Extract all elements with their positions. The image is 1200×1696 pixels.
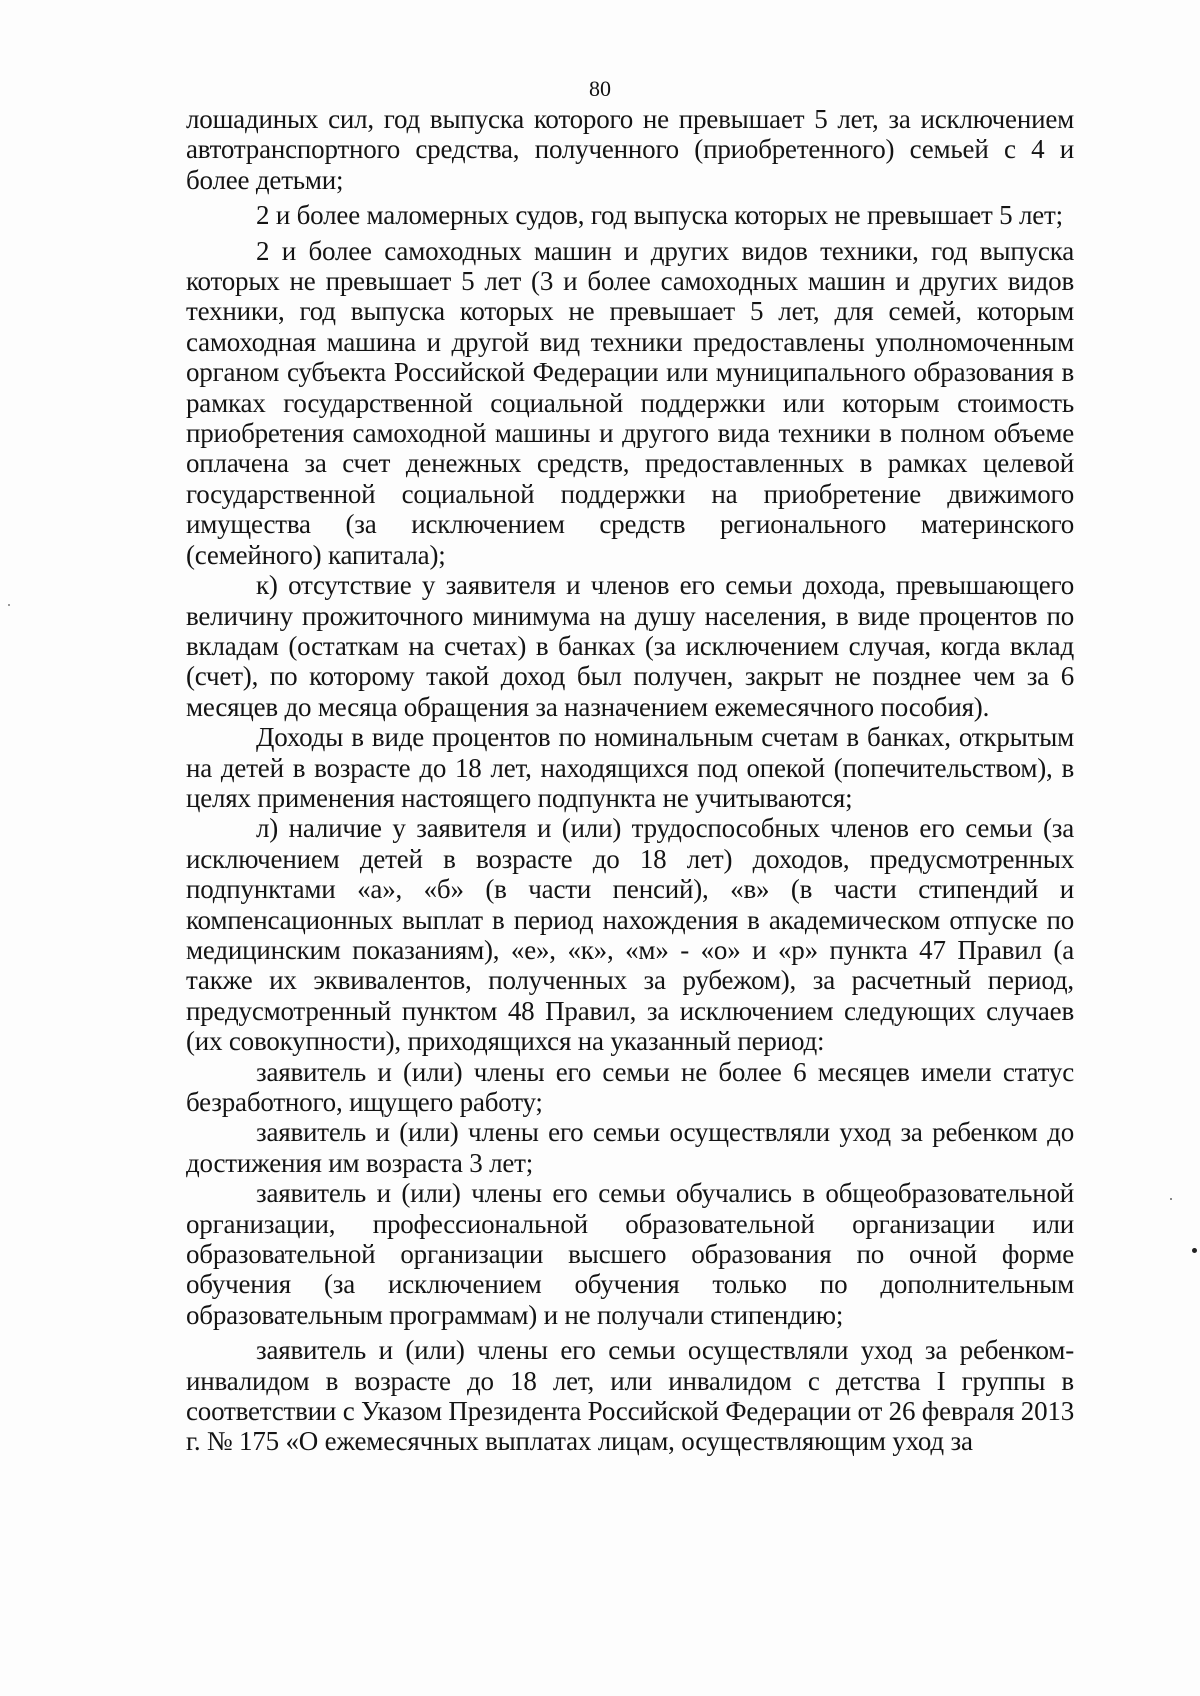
paragraph-unemployed: заявитель и (или) члены его семьи не более 6 месяцев имели статус безработного, ищущего работу; <box>186 1056 1074 1117</box>
paragraph-small-vessels: 2 и более маломерных судов, год выпуска которых не превышает 5 лет; <box>256 200 1063 231</box>
document-body <box>186 104 1074 1457</box>
paragraph-continuation: лошадиных сил, год выпуска которого не превышает 5 лет, за исключением автотранспортного средства, полученного (приобретенного) семьей с 4 и более детьми; <box>186 104 1074 195</box>
scan-speck-left <box>8 604 10 606</box>
paragraph-nominal-accounts: Доходы в виде процентов по номинальным счетам в банках, открытым на детей в возрасте до 18 лет, находящихся под опекой (попечительством), в целях применения настоящего подпункта не учитываются; <box>186 722 1074 813</box>
paragraph-disabled-care: заявитель и (или) члены его семьи осуществляли уход за ребенком-инвалидом в возрасте до 18 лет, или инвалидом с детства I группы в соответствии с Указом Президента Российской Федерации от 26 февраля 2013 г. № 175 «О ежемесячных выплатах лицам, осуществляющим уход за <box>186 1335 1074 1457</box>
paragraph-childcare: заявитель и (или) члены его семьи осуществляли уход за ребенком до достижения им возраста 3 лет; <box>186 1117 1074 1178</box>
scan-speck-small <box>1170 1198 1172 1200</box>
paragraph-self-propelled-machines: 2 и более самоходных машин и других видов техники, год выпуска которых не превышает 5 лет (3 и более самоходных машин и других видов техники, год выпуска которых не превышает 5 лет, для семей, которым самоходная машина и другой вид техники предоставлены уполномоченным органом субъекта Российской Федерации или муниципального образования в рамках государственной социальной поддержки или которым стоимость приобретения самоходной машины и другого вида техники в полном объеме оплачена за счет денежных средств, предоставленных в рамках целевой государственной социальной поддержки на приобретение движимого имущества (за исключением средств регионального материнского (семейного) капитала); <box>186 235 1074 570</box>
page-number: 80 <box>589 76 611 101</box>
paragraph-item-l: л) наличие у заявителя и (или) трудоспособных членов его семьи (за исключением детей в возрасте до 18 лет) доходов, предусмотренных подпунктами «а», «б» (в части пенсий), «в» (в части стипендий и компенсационных выплат в период нахождения в академическом отпуске по медицинским показаниям), «е», «к», «м» - «о» и «р» пункта 47 Правил (а также их эквивалентов, полученных за рубежом), за расчетный период, предусмотренный пунктом 48 Правил, за исключением следующих случаев (их совокупности), приходящихся на указанный период: <box>186 813 1074 1057</box>
paragraph-item-k: к) отсутствие у заявителя и членов его семьи дохода, превышающего величину прожиточного минимума на душу населения, в виде процентов по вкладам (остаткам на счетах) в банках (за исключением случая, когда вклад (счет), по которому такой доход был получен, закрыт не позднее чем за 6 месяцев до месяца обращения за назначением ежемесячного пособия). <box>186 570 1074 722</box>
scan-speck <box>1192 1248 1197 1253</box>
paragraph-education: заявитель и (или) члены его семьи обучались в общеобразовательной организации, профессиональной образовательной организации или образовательной организации высшего образования по очной форме обучения (за исключением обучения только по дополнительным образовательным программам) и не получали стипендию; <box>186 1178 1074 1330</box>
